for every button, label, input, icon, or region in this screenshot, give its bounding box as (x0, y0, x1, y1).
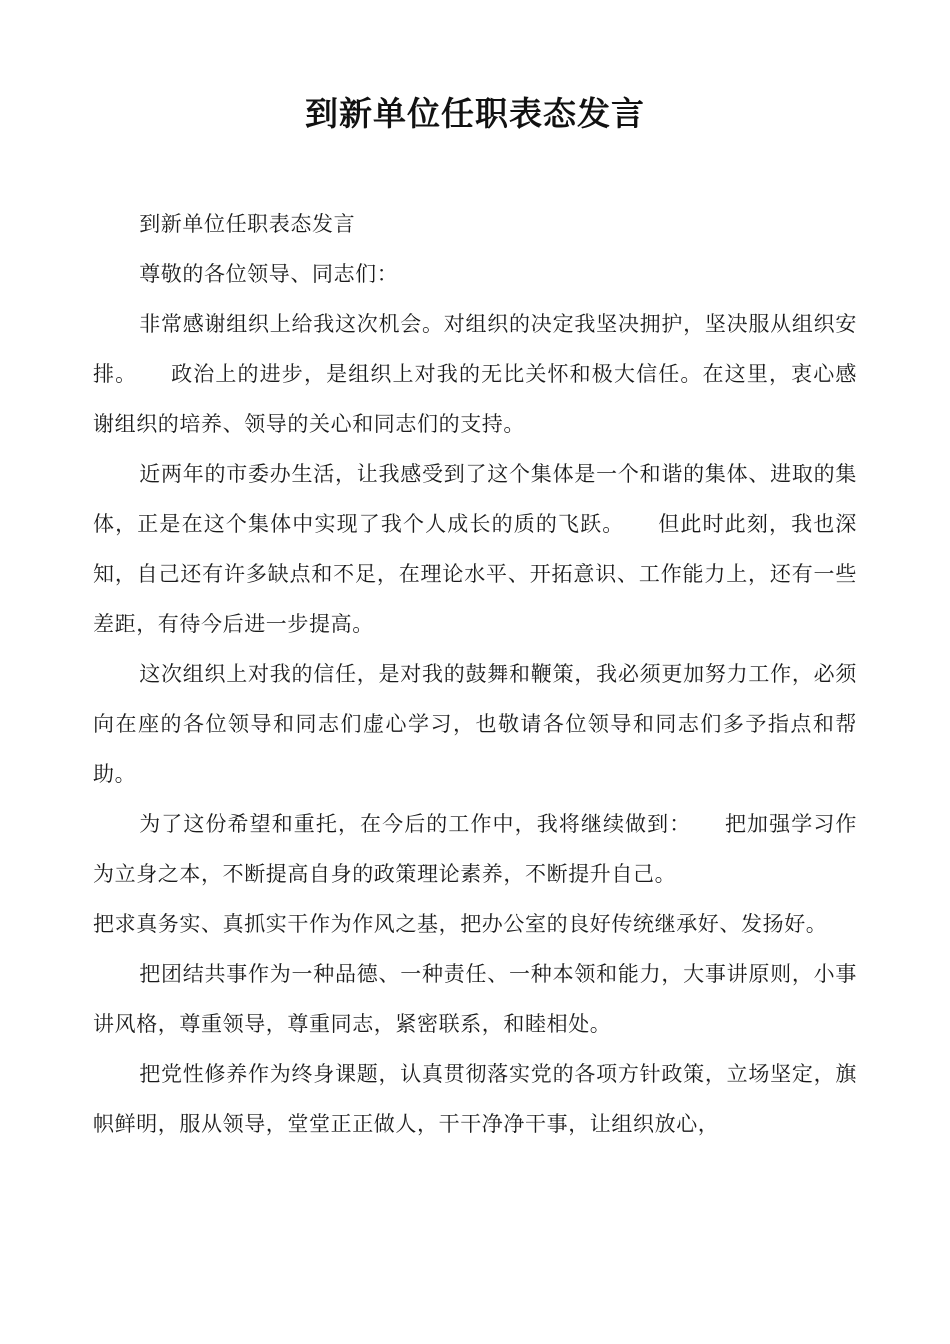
paragraph: 把党性修养作为终身课题，认真贯彻落实党的各项方针政策，立场坚定，旗帜鲜明，服从领导，堂堂正正做人，干干净净干事，让组织放心， (93, 1062, 857, 1136)
paragraph: 为了这份希望和重托，在今后的工作中，我将继续做到： 把加强学习作为立身之本，不断提高自身的政策理论素养，不断提升自己。 (93, 812, 857, 886)
paragraph: 非常感谢组织上给我这次机会。对组织的决定我坚决拥护，坚决服从组织安排。 政治上的进步，是组织上对我的无比关怀和极大信任。在这里，衷心感谢组织的培养、领导的关心和同志们的支持。 (93, 312, 857, 436)
paragraph-heading: 到新单位任职表态发言 (139, 212, 356, 236)
paragraph: 这次组织上对我的信任，是对我的鼓舞和鞭策，我必须更加努力工作，必须向在座的各位领导和同志们虚心学习，也敬请各位领导和同志们多予指点和帮助。 (93, 662, 857, 786)
document-body (93, 199, 857, 1149)
paragraph: 近两年的市委办生活，让我感受到了这个集体是一个和谐的集体、进取的集体，正是在这个集体中实现了我个人成长的质的飞跃。 但此时此刻，我也深知，自己还有许多缺点和不足，在理论水平、开拓意识、工作能力上，还有一些差距，有待今后进一步提高。 (93, 462, 857, 636)
document-title: 到新单位任职表态发言 (305, 94, 645, 133)
paragraph: 把团结共事作为一种品德、一种责任、一种本领和能力，大事讲原则，小事讲风格，尊重领导，尊重同志，紧密联系，和睦相处。 (93, 962, 857, 1036)
paragraph-salutation: 尊敬的各位领导、同志们： (139, 262, 399, 286)
paragraph: 把求真务实、真抓实干作为作风之基，把办公室的良好传统继承好、发扬好。 (93, 912, 828, 936)
